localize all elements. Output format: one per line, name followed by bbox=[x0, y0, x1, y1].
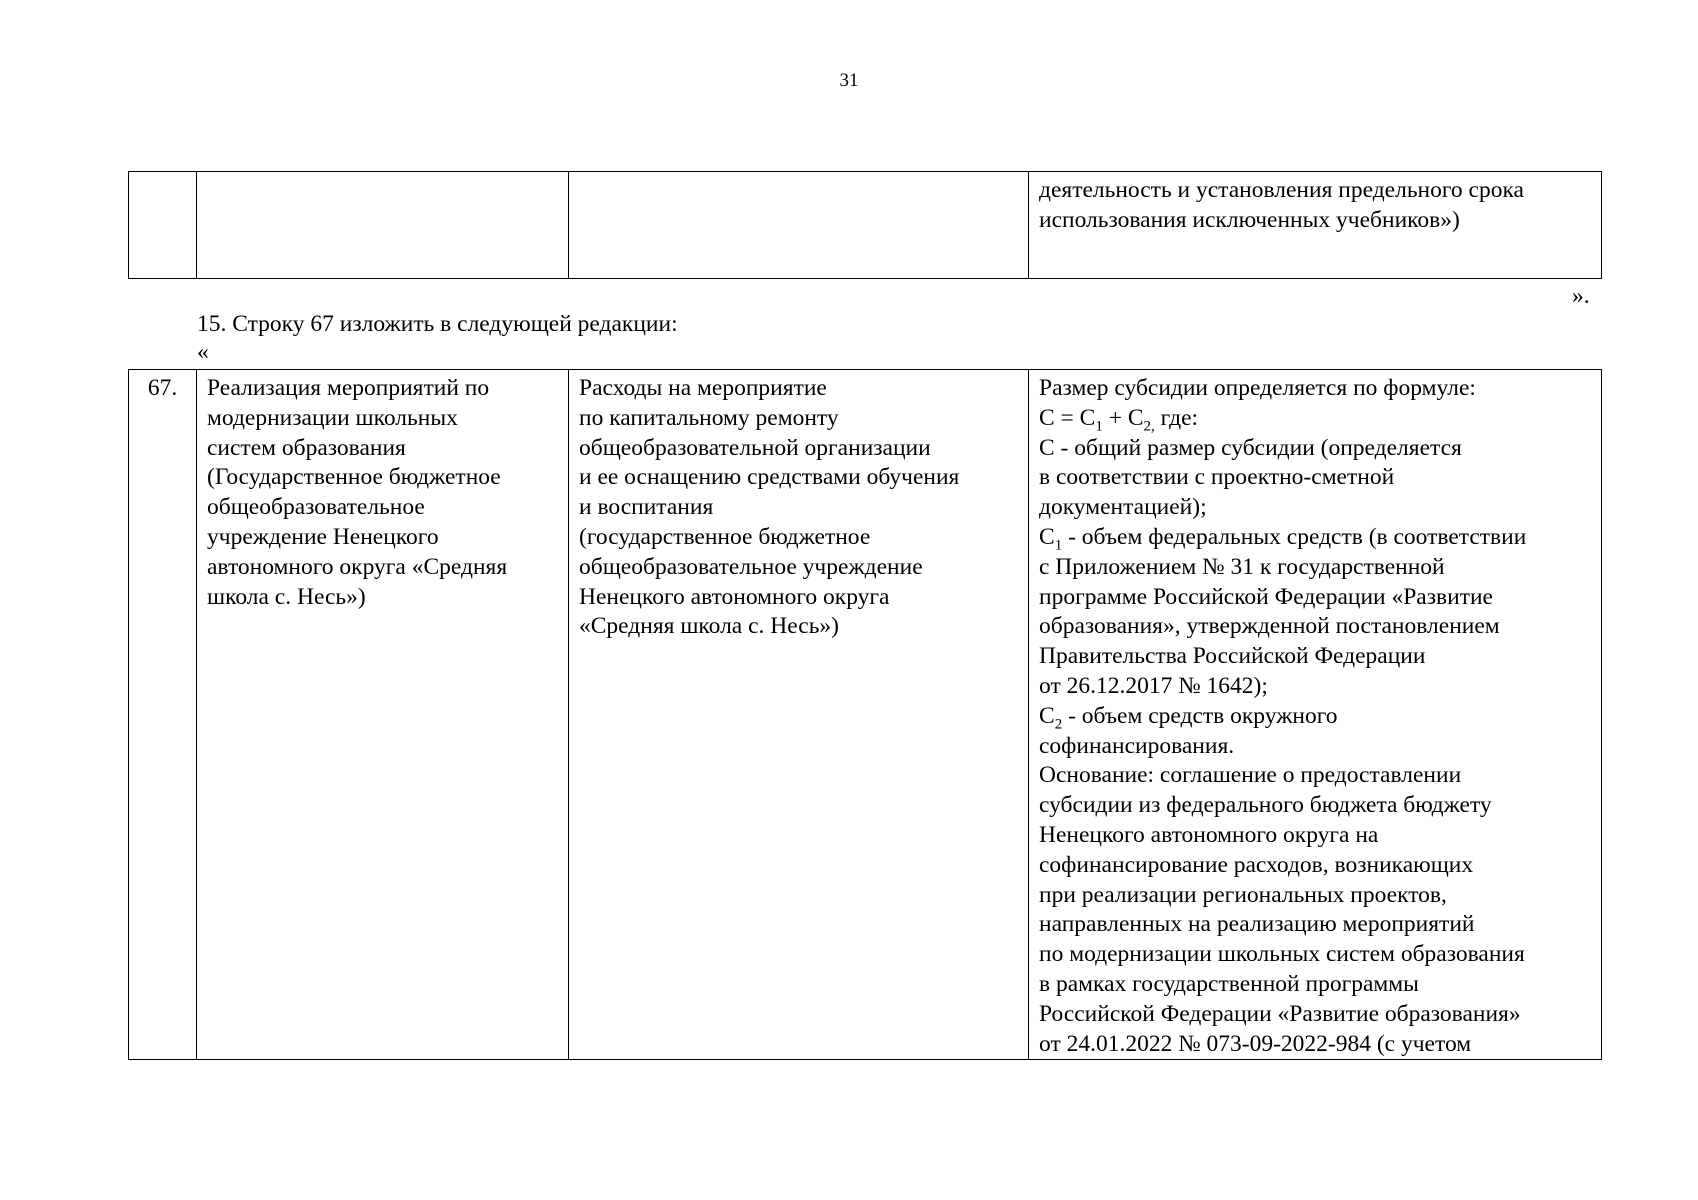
page-number: 31 bbox=[839, 70, 859, 91]
expense-line: общеобразовательное учреждение bbox=[579, 553, 923, 580]
expense-description-cell bbox=[569, 370, 1029, 1060]
prev-basis-line: деятельность и установления предельного срока bbox=[1039, 177, 1524, 203]
c2-detail-line: софинансирования. bbox=[1039, 732, 1235, 759]
subsidy-formula-cell bbox=[1029, 370, 1602, 1060]
c2-definition-line: $С_2$ - объем средств окружного bbox=[1039, 702, 1338, 733]
expense-line: Расходы на мероприятие bbox=[579, 375, 827, 401]
basis-line: Основание: соглашение о предоставлении bbox=[1039, 762, 1462, 789]
prev-description-cell bbox=[569, 172, 1029, 279]
prev-number-cell bbox=[129, 172, 197, 279]
expense-line: «Средняя школа с. Несь») bbox=[579, 613, 840, 640]
event-name-line: общеобразовательное bbox=[207, 494, 425, 521]
c1-detail-line: с Приложением № 31 к государственной bbox=[1039, 553, 1445, 580]
event-name-cell bbox=[197, 370, 569, 1060]
formula-definition-line: в соответствии с проектно-сметной bbox=[1039, 464, 1395, 491]
event-name-line: модернизации школьных bbox=[207, 404, 458, 431]
expense-line: общеобразовательной организации bbox=[579, 434, 931, 461]
formula-definition-line: С - общий размер субсидии (определяется bbox=[1039, 434, 1462, 461]
formula-line: $С = С_1 + С_{2,}$ где: bbox=[1039, 404, 1199, 435]
row-number: 67. bbox=[147, 375, 178, 401]
formula-intro-line: Размер субсидии определяется по формуле: bbox=[1039, 375, 1476, 401]
basis-line: Ненецкого автономного округа на bbox=[1039, 821, 1379, 848]
amendment-instruction: 15. Строку 67 изложить в следующей редакции: bbox=[197, 311, 678, 337]
c1-detail-line: от 26.12.2017 № 1642); bbox=[1039, 672, 1268, 699]
expense-line: (государственное бюджетное bbox=[579, 523, 871, 550]
event-name-line: школа с. Несь») bbox=[207, 583, 366, 610]
prev-basis-cell bbox=[1029, 172, 1602, 279]
expense-line: Ненецкого автономного округа bbox=[579, 583, 890, 610]
basis-line: в рамках государственной программы bbox=[1039, 970, 1419, 997]
previous-table-fragment bbox=[128, 171, 1602, 279]
c1-definition-line: $С_1$ - объем федеральных средств (в соответствии bbox=[1039, 523, 1527, 554]
c1-detail-line: образования», утвержденной постановлением bbox=[1039, 613, 1500, 640]
basis-line: по модернизации школьных систем образования bbox=[1039, 941, 1525, 968]
basis-line: субсидии из федерального бюджета бюджету bbox=[1039, 792, 1492, 819]
basis-line: от 24.01.2022 № 073-09-2022-984 (с учетом bbox=[1039, 1030, 1472, 1057]
event-name-line: систем образования bbox=[207, 434, 406, 461]
opening-quote: « bbox=[197, 339, 209, 365]
prev-name-cell bbox=[197, 172, 569, 279]
event-name-line: учреждение Ненецкого bbox=[207, 523, 439, 550]
c1-detail-line: Правительства Российской Федерации bbox=[1039, 643, 1426, 670]
basis-line: Российской Федерации «Развитие образования» bbox=[1039, 1000, 1521, 1027]
basis-line: направленных на реализацию мероприятий bbox=[1039, 911, 1475, 938]
prev-basis-line: использования исключенных учебников») bbox=[1039, 206, 1460, 233]
expense-line: по капитальному ремонту bbox=[579, 404, 839, 431]
row-number-cell bbox=[129, 370, 197, 1060]
basis-line: при реализации региональных проектов, bbox=[1039, 881, 1447, 908]
expense-line: и ее оснащению средствами обучения bbox=[579, 464, 960, 491]
c1-detail-line: программе Российской Федерации «Развитие bbox=[1039, 583, 1493, 610]
expense-line: и воспитания bbox=[579, 494, 714, 521]
row-67-table bbox=[128, 369, 1602, 1060]
event-name-line: автономного округа «Средняя bbox=[207, 553, 508, 580]
event-name-line: (Государственное бюджетное bbox=[207, 464, 501, 491]
event-name-line: Реализация мероприятий по bbox=[207, 375, 490, 401]
formula-definition-line: документацией); bbox=[1039, 494, 1207, 521]
basis-line: софинансирование расходов, возникающих bbox=[1039, 851, 1474, 878]
closing-quote: ». bbox=[1572, 283, 1590, 309]
